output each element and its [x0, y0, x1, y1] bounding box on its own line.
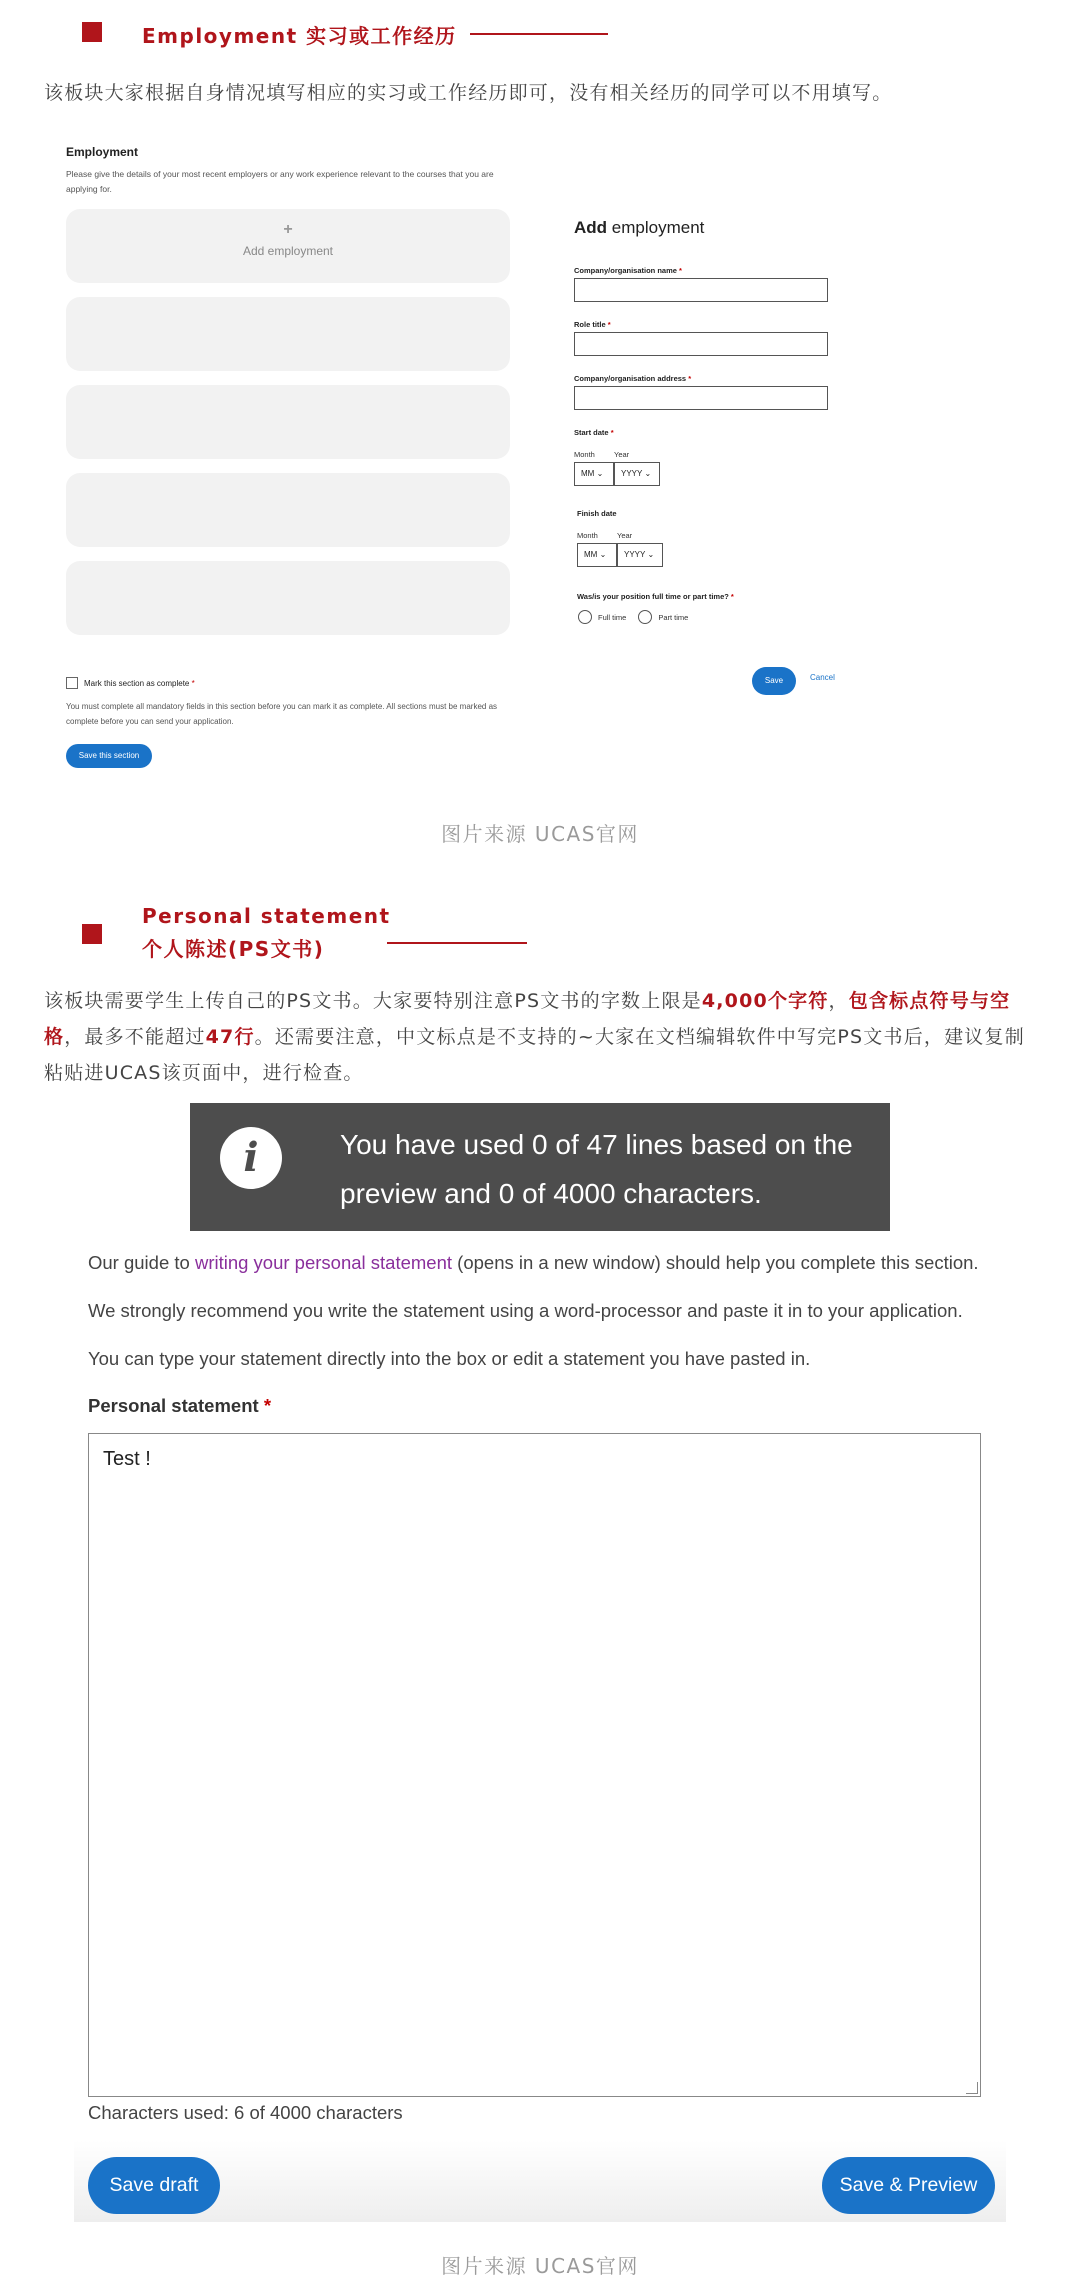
company-name-label: Company/organisation name *: [574, 266, 682, 275]
section-title: [142, 900, 391, 966]
statement-text: Test !: [103, 1448, 151, 1470]
part-time-radio[interactable]: [638, 610, 652, 624]
image-caption: 图片来源 UCAS官网: [441, 822, 639, 846]
finish-month-label: Month: [577, 531, 598, 540]
full-time-radio[interactable]: [578, 610, 592, 624]
chevron-down-icon: ⌄: [647, 550, 655, 559]
info-icon: i: [220, 1127, 282, 1189]
recommend-text: We strongly recommend you write the statement using a word-processor and paste it in to your application.: [88, 1300, 963, 1321]
heading-square-marker: [82, 22, 102, 42]
employment-description: Please give the details of your most recent employers or any work experience relevant to the courses that you are applying for.: [66, 169, 494, 194]
heading-square-marker: [82, 924, 102, 944]
employment-slot[interactable]: [66, 297, 510, 371]
add-employment-label: Add employment: [242, 244, 334, 258]
mark-complete-label: Mark this section as complete *: [84, 678, 195, 688]
chevron-down-icon: ⌄: [596, 469, 604, 478]
start-year-select[interactable]: YYYY ⌄: [614, 462, 660, 486]
finish-year-select[interactable]: YYYY ⌄: [617, 543, 663, 567]
cancel-link[interactable]: Cancel: [810, 673, 835, 682]
section-heading-personal-statement: [82, 900, 391, 966]
section-title-line1: Personal statement: [142, 904, 391, 928]
personal-statement-textarea[interactable]: [88, 1433, 981, 2097]
start-date-label: Start date *: [574, 428, 614, 437]
employment-slot[interactable]: [66, 473, 510, 547]
company-address-label: Company/organisation address *: [574, 374, 692, 383]
position-type-label: Was/is your position full time or part time? *: [577, 592, 734, 601]
start-year-label: Year: [614, 450, 630, 459]
chevron-down-icon: ⌄: [599, 550, 607, 559]
company-name-input[interactable]: [574, 278, 828, 302]
add-employment-card[interactable]: [66, 209, 510, 283]
finish-month-select[interactable]: MM ⌄: [577, 543, 617, 567]
guide-link[interactable]: writing your personal statement: [194, 1252, 453, 1273]
plus-icon: +: [283, 221, 293, 238]
employment-slot[interactable]: [66, 561, 510, 635]
resize-grip-icon[interactable]: [966, 2082, 978, 2094]
heading-rule: [470, 33, 608, 35]
position-type-options: [578, 610, 688, 624]
finish-year-label: Year: [617, 531, 633, 540]
type-directly-text: You can type your statement directly into the box or edit a statement you have pasted in.: [88, 1348, 811, 1369]
section-heading-employment: [82, 20, 457, 53]
finish-date-label: Finish date: [577, 509, 617, 518]
save-draft-button[interactable]: Save draft: [88, 2157, 220, 2214]
chevron-down-icon: ⌄: [644, 469, 652, 478]
guide-text: Our guide to writing your personal statement (opens in a new window) should help you complete this section.: [88, 1252, 979, 1273]
employment-title: Employment: [66, 145, 139, 159]
info-banner: [190, 1103, 890, 1231]
personal-statement-label: Personal statement *: [88, 1395, 272, 1416]
employment-screenshot: [56, 136, 916, 792]
save-button[interactable]: Save: [752, 667, 796, 695]
mark-complete-checkbox[interactable]: [66, 677, 78, 689]
start-month-label: Month: [574, 450, 595, 459]
complete-note: You must complete all mandatory fields in this section before you can mark it as complete. All sections must be marked as complete before you can send your application.: [66, 702, 498, 726]
info-banner-text: You have used 0 of 47 lines based on the preview and 0 of 4000 characters.: [340, 1129, 853, 1209]
save-section-button[interactable]: Save this section: [66, 744, 152, 768]
part-time-label: Part time: [658, 612, 689, 622]
start-month-select[interactable]: MM ⌄: [574, 462, 614, 486]
section-title: Employment 实习或工作经历: [142, 24, 457, 48]
full-time-label: Full time: [598, 612, 627, 622]
save-preview-button[interactable]: Save & Preview: [822, 2157, 995, 2214]
section-title-line2: 个人陈述(PS文书): [142, 937, 325, 961]
role-title-input[interactable]: [574, 332, 828, 356]
mark-complete-row[interactable]: [66, 677, 195, 689]
character-count: Characters used: 6 of 4000 characters: [88, 2102, 403, 2123]
heading-rule: [387, 942, 527, 944]
image-caption: 图片来源 UCAS官网: [441, 2254, 639, 2278]
employment-intro: 该板块大家根据自身情况填写相应的实习或工作经历即可，没有相关经历的同学可以不用填写。: [44, 82, 893, 104]
personal-statement-intro: 该板块需要学生上传自己的PS文书。大家要特别注意PS文书的字数上限是4,000个字符，包含标点符号与空格，最多不能超过47行。还需要注意，中文标点是不支持的~大家在文档编辑软件中写完PS文书后，建议复制粘贴进UCAS该页面中，进行检查。: [44, 990, 1025, 1084]
employment-slot[interactable]: [66, 385, 510, 459]
company-address-input[interactable]: [574, 386, 828, 410]
add-employment-heading: Add employment: [574, 218, 705, 237]
role-title-label: Role title *: [574, 320, 611, 329]
